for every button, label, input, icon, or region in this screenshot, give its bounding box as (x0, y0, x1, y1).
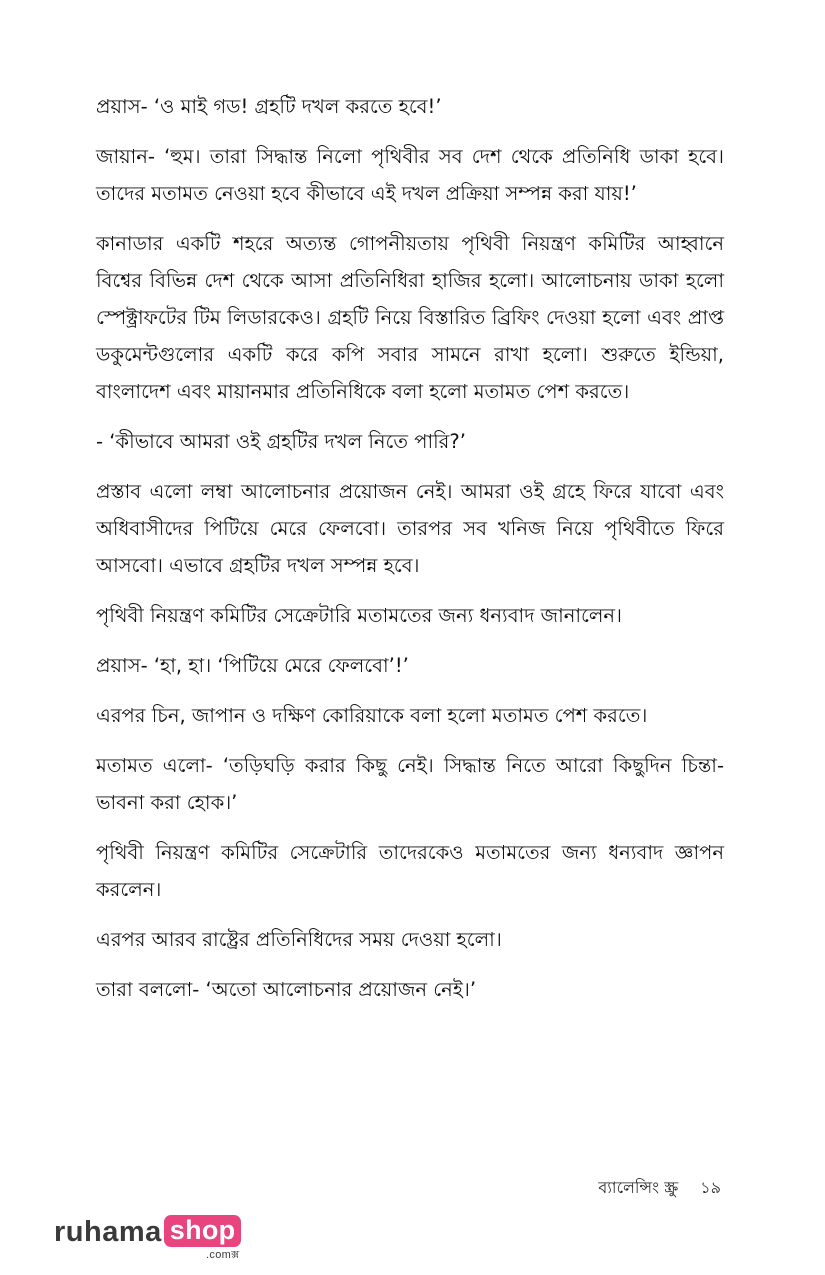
paragraph: প্রস্তাব এলো লম্বা আলোচনার প্রয়োজন নেই। আমরা ওই গ্রহে ফিরে যাবো এবং অধিবাসীদের পিটিয়ে মেরে ফেলবো। তারপর সব খনিজ নিয়ে পৃথিবীতে ফিরে আসবো। এভাবে গ্রহটির দখল সম্পন্ন হবে। (96, 480, 724, 577)
page-footer (598, 1175, 721, 1202)
paragraph: পৃথিবী নিয়ন্ত্রণ কমিটির সেক্রেটারি তাদেরকেও মতামতের জন্য ধন্যবাদ জ্ঞাপন করলেন। (96, 841, 724, 901)
paragraph: জায়ান- ‘হুম। তারা সিদ্ধান্ত নিলো পৃথিবীর সব দেশ থেকে প্রতিনিধি ডাকা হবে। তাদের মতামত নেওয়া হবে কীভাবে এই দখল প্রক্রিয়া সম্পন্ন করা যায়!’ (96, 145, 724, 205)
running-title: ব্যালেন্সিং স্ক্রু (598, 1178, 679, 1197)
paragraph: প্রয়াস- ‘হা, হা। ‘পিটিয়ে মেরে ফেলবো’!’ (96, 654, 409, 677)
logo-shop-text: shop (164, 1215, 242, 1247)
logo-brand-text: ruhama (54, 1216, 162, 1248)
paragraph: পৃথিবী নিয়ন্ত্রণ কমিটির সেক্রেটারি মতামতের জন্য ধন্যবাদ জানালেন। (96, 604, 623, 627)
logo-shop-badge (164, 1215, 242, 1261)
paragraph: তারা বললো- ‘অতো আলোচনার প্রয়োজন নেই।’ (96, 978, 477, 1001)
paragraph: এরপর চিন, জাপান ও দক্ষিণ কোরিয়াকে বলা হলো মতামত পেশ করতে। (96, 704, 648, 727)
paragraph: এরপর আরব রাষ্ট্রের প্রতিনিধিদের সময় দেওয়া হলো। (96, 928, 502, 951)
paragraph: মতামত এলো- ‘তড়িঘড়ি করার কিছু নেই। সিদ্ধান্ত নিতে আরো কিছুদিন চিন্তা-ভাবনা করা হোক।’ (96, 754, 724, 814)
logo-domain-text: .comক্স (206, 1249, 240, 1261)
page-body (96, 88, 724, 1021)
ruhamashop-logo (54, 1215, 241, 1259)
paragraph: প্রয়াস- ‘ও মাই গড! গ্রহটি দখল করতে হবে!’ (96, 95, 442, 118)
paragraph: কানাডার একটি শহরে অত্যন্ত গোপনীয়তায় পৃথিবী নিয়ন্ত্রণ কমিটির আহ্বানে বিশ্বের বিভিন্ন দেশ থেকে আসা প্রতিনিধিরা হাজির হলো। আলোচনায় ডাকা হলো স্পেক্ট্রাফটের টিম লিডারকেও। গ্রহটি নিয়ে বিস্তারিত ব্রিফিং দেওয়া হলো এবং প্রাপ্ত ডকুমেন্টগুলোর একটি করে কপি সবার সামনে রাখা হলো। শুরুতে ইন্ডিয়া, বাংলাদেশ এবং মায়ানমার প্রতিনিধিকে বলা হলো মতামত পেশ করতে। (96, 232, 724, 403)
paragraph: - ‘কীভাবে আমরা ওই গ্রহটির দখল নিতে পারি?’ (96, 430, 466, 453)
page-number: ১৯ (700, 1178, 721, 1197)
